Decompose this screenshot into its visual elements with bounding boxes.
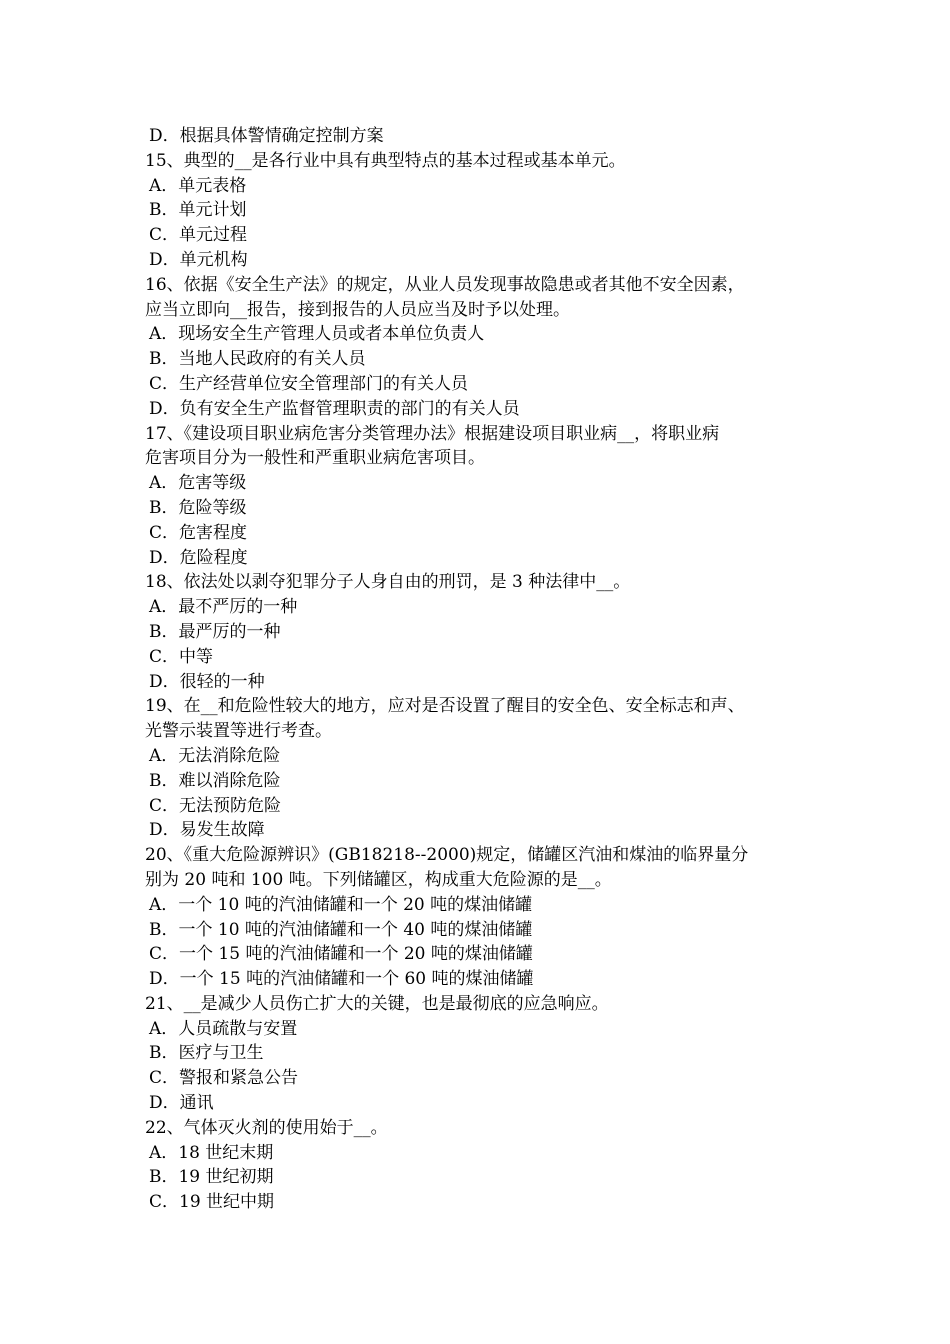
answer-option-line: D．很轻的一种 — [149, 671, 265, 692]
answer-option-line: C．中等 — [149, 646, 214, 667]
answer-option-line: C．生产经营单位安全管理部门的有关人员 — [149, 373, 469, 394]
answer-option-line: B．当地人民政府的有关人员 — [149, 349, 366, 370]
document-page — [145, 124, 825, 1215]
answer-option-line: A．现场安全生产管理人员或者本单位负责人 — [149, 324, 485, 345]
answer-option-line: A．危害等级 — [149, 473, 247, 494]
answer-option-line: B．19 世纪初期 — [149, 1167, 274, 1188]
answer-option-line: B．一个 10 吨的汽油储罐和一个 40 吨的煤油储罐 — [149, 919, 533, 940]
answer-option-line: D．一个 15 吨的汽油储罐和一个 60 吨的煤油储罐 — [149, 969, 534, 990]
answer-option-line: C．一个 15 吨的汽油储罐和一个 20 吨的煤油储罐 — [149, 944, 533, 965]
question-text-line: 危害项目分为一般性和严重职业病危害项目。 — [145, 448, 485, 469]
answer-option-line: D．负有安全生产监督管理职责的部门的有关人员 — [149, 398, 520, 419]
answer-option-line: B．最严厉的一种 — [149, 621, 281, 642]
answer-option-line: A．无法消除危险 — [149, 745, 281, 766]
question-text-line: 15、典型的__是各行业中具有典型特点的基本过程或基本单元。 — [145, 150, 626, 171]
question-text-line: 别为 20 吨和 100 吨。下列储罐区，构成重大危险源的是__。 — [145, 869, 612, 890]
answer-option-line: A．18 世纪末期 — [149, 1142, 274, 1163]
answer-option-line: C．无法预防危险 — [149, 795, 282, 816]
question-text-line: 应当立即向__报告，接到报告的人员应当及时予以处理。 — [145, 299, 570, 320]
answer-option-line: A．单元表格 — [149, 175, 247, 196]
answer-option-line: B．难以消除危险 — [149, 770, 281, 791]
answer-option-line: B．单元计划 — [149, 200, 247, 221]
answer-option-line: D．易发生故障 — [149, 820, 265, 841]
question-text-line: 光警示装置等进行考查。 — [145, 721, 332, 742]
answer-option-line: A．一个 10 吨的汽油储罐和一个 20 吨的煤油储罐 — [149, 894, 533, 915]
question-text-line: 18、依法处以剥夺犯罪分子人身自由的刑罚，是 3 种法律中__。 — [145, 572, 631, 593]
question-text-line: 20、《重大危险源辨识》(GB18218--2000)规定，储罐区汽油和煤油的临界量分 — [145, 845, 749, 866]
answer-option-line: A．人员疏散与安置 — [149, 1018, 298, 1039]
answer-option-line: B．危险等级 — [149, 497, 247, 518]
question-text-line: 22、气体灭火剂的使用始于__。 — [145, 1117, 388, 1138]
answer-option-line: C．19 世纪中期 — [149, 1192, 275, 1213]
question-text-line: 17、《建设项目职业病危害分类管理办法》根据建设项目职业病__，将职业病 — [145, 423, 720, 444]
answer-option-line: D．单元机构 — [149, 249, 248, 270]
answer-option-line: D．根据具体警情确定控制方案 — [149, 126, 384, 146]
answer-option-line: C．警报和紧急公告 — [149, 1068, 299, 1089]
question-text-line: 16、依据《安全生产法》的规定，从业人员发现事故隐患或者其他不安全因素， — [145, 274, 745, 295]
question-text-line: 19、在__和危险性较大的地方，应对是否设置了醒目的安全色、安全标志和声、 — [145, 696, 745, 717]
answer-option-line: D．通讯 — [149, 1093, 214, 1114]
answer-option-line: D．危险程度 — [149, 547, 248, 568]
answer-option-line: C．单元过程 — [149, 225, 248, 246]
answer-option-line: A．最不严厉的一种 — [149, 597, 298, 618]
answer-option-line: B．医疗与卫生 — [149, 1043, 264, 1064]
answer-option-line: C．危害程度 — [149, 522, 248, 543]
question-text-line: 21、__是减少人员伤亡扩大的关键，也是最彻底的应急响应。 — [145, 993, 609, 1014]
